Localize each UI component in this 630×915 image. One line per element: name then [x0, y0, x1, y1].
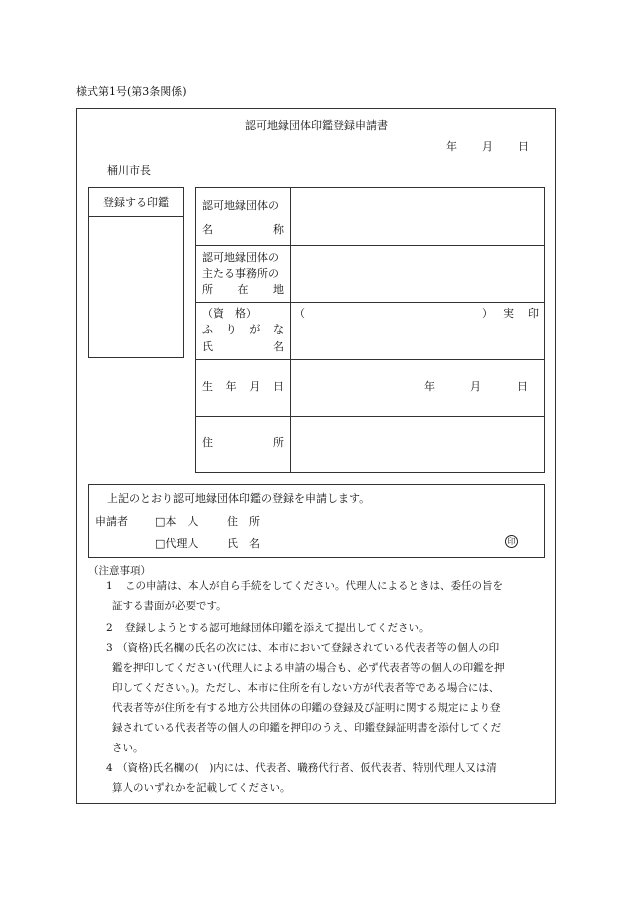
self-option-checkbox[interactable]: □本 人 — [155, 515, 199, 528]
agent-option-checkbox[interactable]: □代理人 — [155, 537, 199, 550]
office-address-label-line2: 主たる事務所の — [202, 267, 279, 280]
group-name-label-line2 — [202, 224, 284, 235]
note-4-line2: 算人のいずれかを記載してください。 — [112, 782, 291, 794]
label-char: り — [225, 323, 237, 336]
note-2-line1: 登録しようとする認可地縁団体印鑑を添えて提出してください。 — [125, 622, 430, 634]
info-table — [195, 187, 545, 473]
qualification-open-paren: （ — [294, 307, 305, 320]
applicant-label: 申請者 — [95, 515, 128, 528]
representative-name-field[interactable] — [292, 324, 542, 357]
label-char: が — [249, 323, 261, 336]
table-row-divider — [196, 245, 544, 246]
label-char: 月 — [249, 380, 261, 393]
representative-address-field[interactable] — [292, 418, 542, 470]
table-column-divider — [290, 188, 291, 472]
label-char: 生 — [202, 380, 213, 393]
qualification-label: （資 格） — [202, 307, 257, 320]
note-3-line6: さい。 — [112, 742, 144, 754]
birth-year-label: 年 — [424, 380, 435, 393]
note-number: 4 — [106, 762, 113, 774]
seal-mark-icon: 印 — [505, 535, 518, 548]
label-char: 氏 — [202, 340, 213, 353]
applicant-address-field[interactable] — [270, 512, 530, 530]
table-row-divider — [196, 359, 544, 360]
applicant-name-label: 氏 名 — [227, 537, 260, 550]
birthdate-label — [202, 381, 284, 392]
label-char: 地 — [273, 283, 284, 296]
date-year-label: 年 — [446, 140, 457, 153]
note-3-line3: 印してください。)。ただし、本市に住所を有しない方が代表者等である場合には、 — [112, 682, 500, 694]
birth-day-label: 日 — [517, 380, 528, 393]
label-char: 所 — [202, 283, 213, 296]
seal-box-label: 登録する印鑑 — [103, 195, 169, 209]
note-3-line5: 録されている代表者等の個人の印鑑を押印のうえ、印鑑登録証明書を添付してくだ — [112, 722, 502, 734]
date-day-label: 日 — [518, 140, 529, 153]
office-address-label-line3 — [202, 284, 284, 295]
note-1-line2: 証する書面が必要です。 — [112, 600, 227, 612]
note-4-line1: （資格)氏名欄の( )内には、代表者、職務代行者、仮代表者、特別代理人又は清 — [117, 762, 497, 774]
label-char: 所 — [273, 436, 284, 449]
qualification-input[interactable] — [308, 304, 480, 322]
table-row-divider — [196, 302, 544, 303]
label-char: 住 — [202, 436, 213, 449]
note-number: 3 — [106, 642, 113, 654]
applicant-name-field[interactable] — [270, 534, 498, 552]
furigana-label — [202, 324, 284, 335]
table-row-divider — [196, 416, 544, 417]
notes-heading: （注意事項） — [88, 565, 151, 577]
label-char: 称 — [273, 223, 284, 236]
label-char: 名 — [273, 340, 284, 353]
birthdate-field[interactable] — [292, 361, 542, 414]
office-address-field[interactable] — [292, 247, 542, 300]
jitsuin-label-1: 実 — [503, 307, 514, 320]
note-3-line2: 鑑を押印してください(代理人による申請の場合も、必ず代表者等の個人の印鑑を押 — [112, 662, 505, 674]
group-name-label-line1: 認可地縁団体の — [202, 199, 279, 212]
name-label — [202, 341, 284, 352]
seal-impression-area[interactable] — [89, 217, 183, 357]
label-char: な — [272, 323, 284, 336]
seal-box — [88, 187, 184, 358]
note-number: 2 — [106, 622, 113, 634]
applicant-address-label: 住 所 — [227, 515, 260, 528]
note-3-line4: 代表者等が住所を有する地方公共団体の印鑑の登録及び証明に関する規定により登 — [112, 702, 501, 714]
label-char: ふ — [202, 323, 213, 336]
qualification-close-paren: ） — [482, 307, 493, 320]
label-char: 在 — [237, 283, 249, 296]
form-title: 認可地縁団体印鑑登録申請書 — [245, 119, 388, 132]
jitsuin-label-2: 印 — [528, 307, 539, 320]
address-label — [202, 437, 284, 448]
note-1-line1: この申請は、本人が自ら手続をしてください。代理人によるときは、委任の旨を — [125, 580, 503, 592]
label-char: 名 — [202, 223, 213, 236]
date-month-label: 月 — [482, 140, 493, 153]
label-char: 日 — [272, 380, 284, 393]
addressee: 桶川市長 — [107, 164, 151, 177]
seal-box-header — [89, 188, 183, 217]
label-char: 年 — [225, 380, 237, 393]
form-number: 様式第1号(第3条関係) — [76, 85, 187, 98]
group-name-field[interactable] — [292, 190, 542, 243]
note-3-line1: （資格)氏名欄の氏名の次には、本市において登録されている代表者等の個人の印 — [117, 642, 500, 654]
office-address-label-line1: 認可地縁団体の — [202, 251, 279, 264]
note-number: 1 — [106, 580, 113, 592]
birth-month-label: 月 — [470, 380, 481, 393]
application-statement: 上記のとおり認可地縁団体印鑑の登録を申請します。 — [107, 492, 371, 505]
